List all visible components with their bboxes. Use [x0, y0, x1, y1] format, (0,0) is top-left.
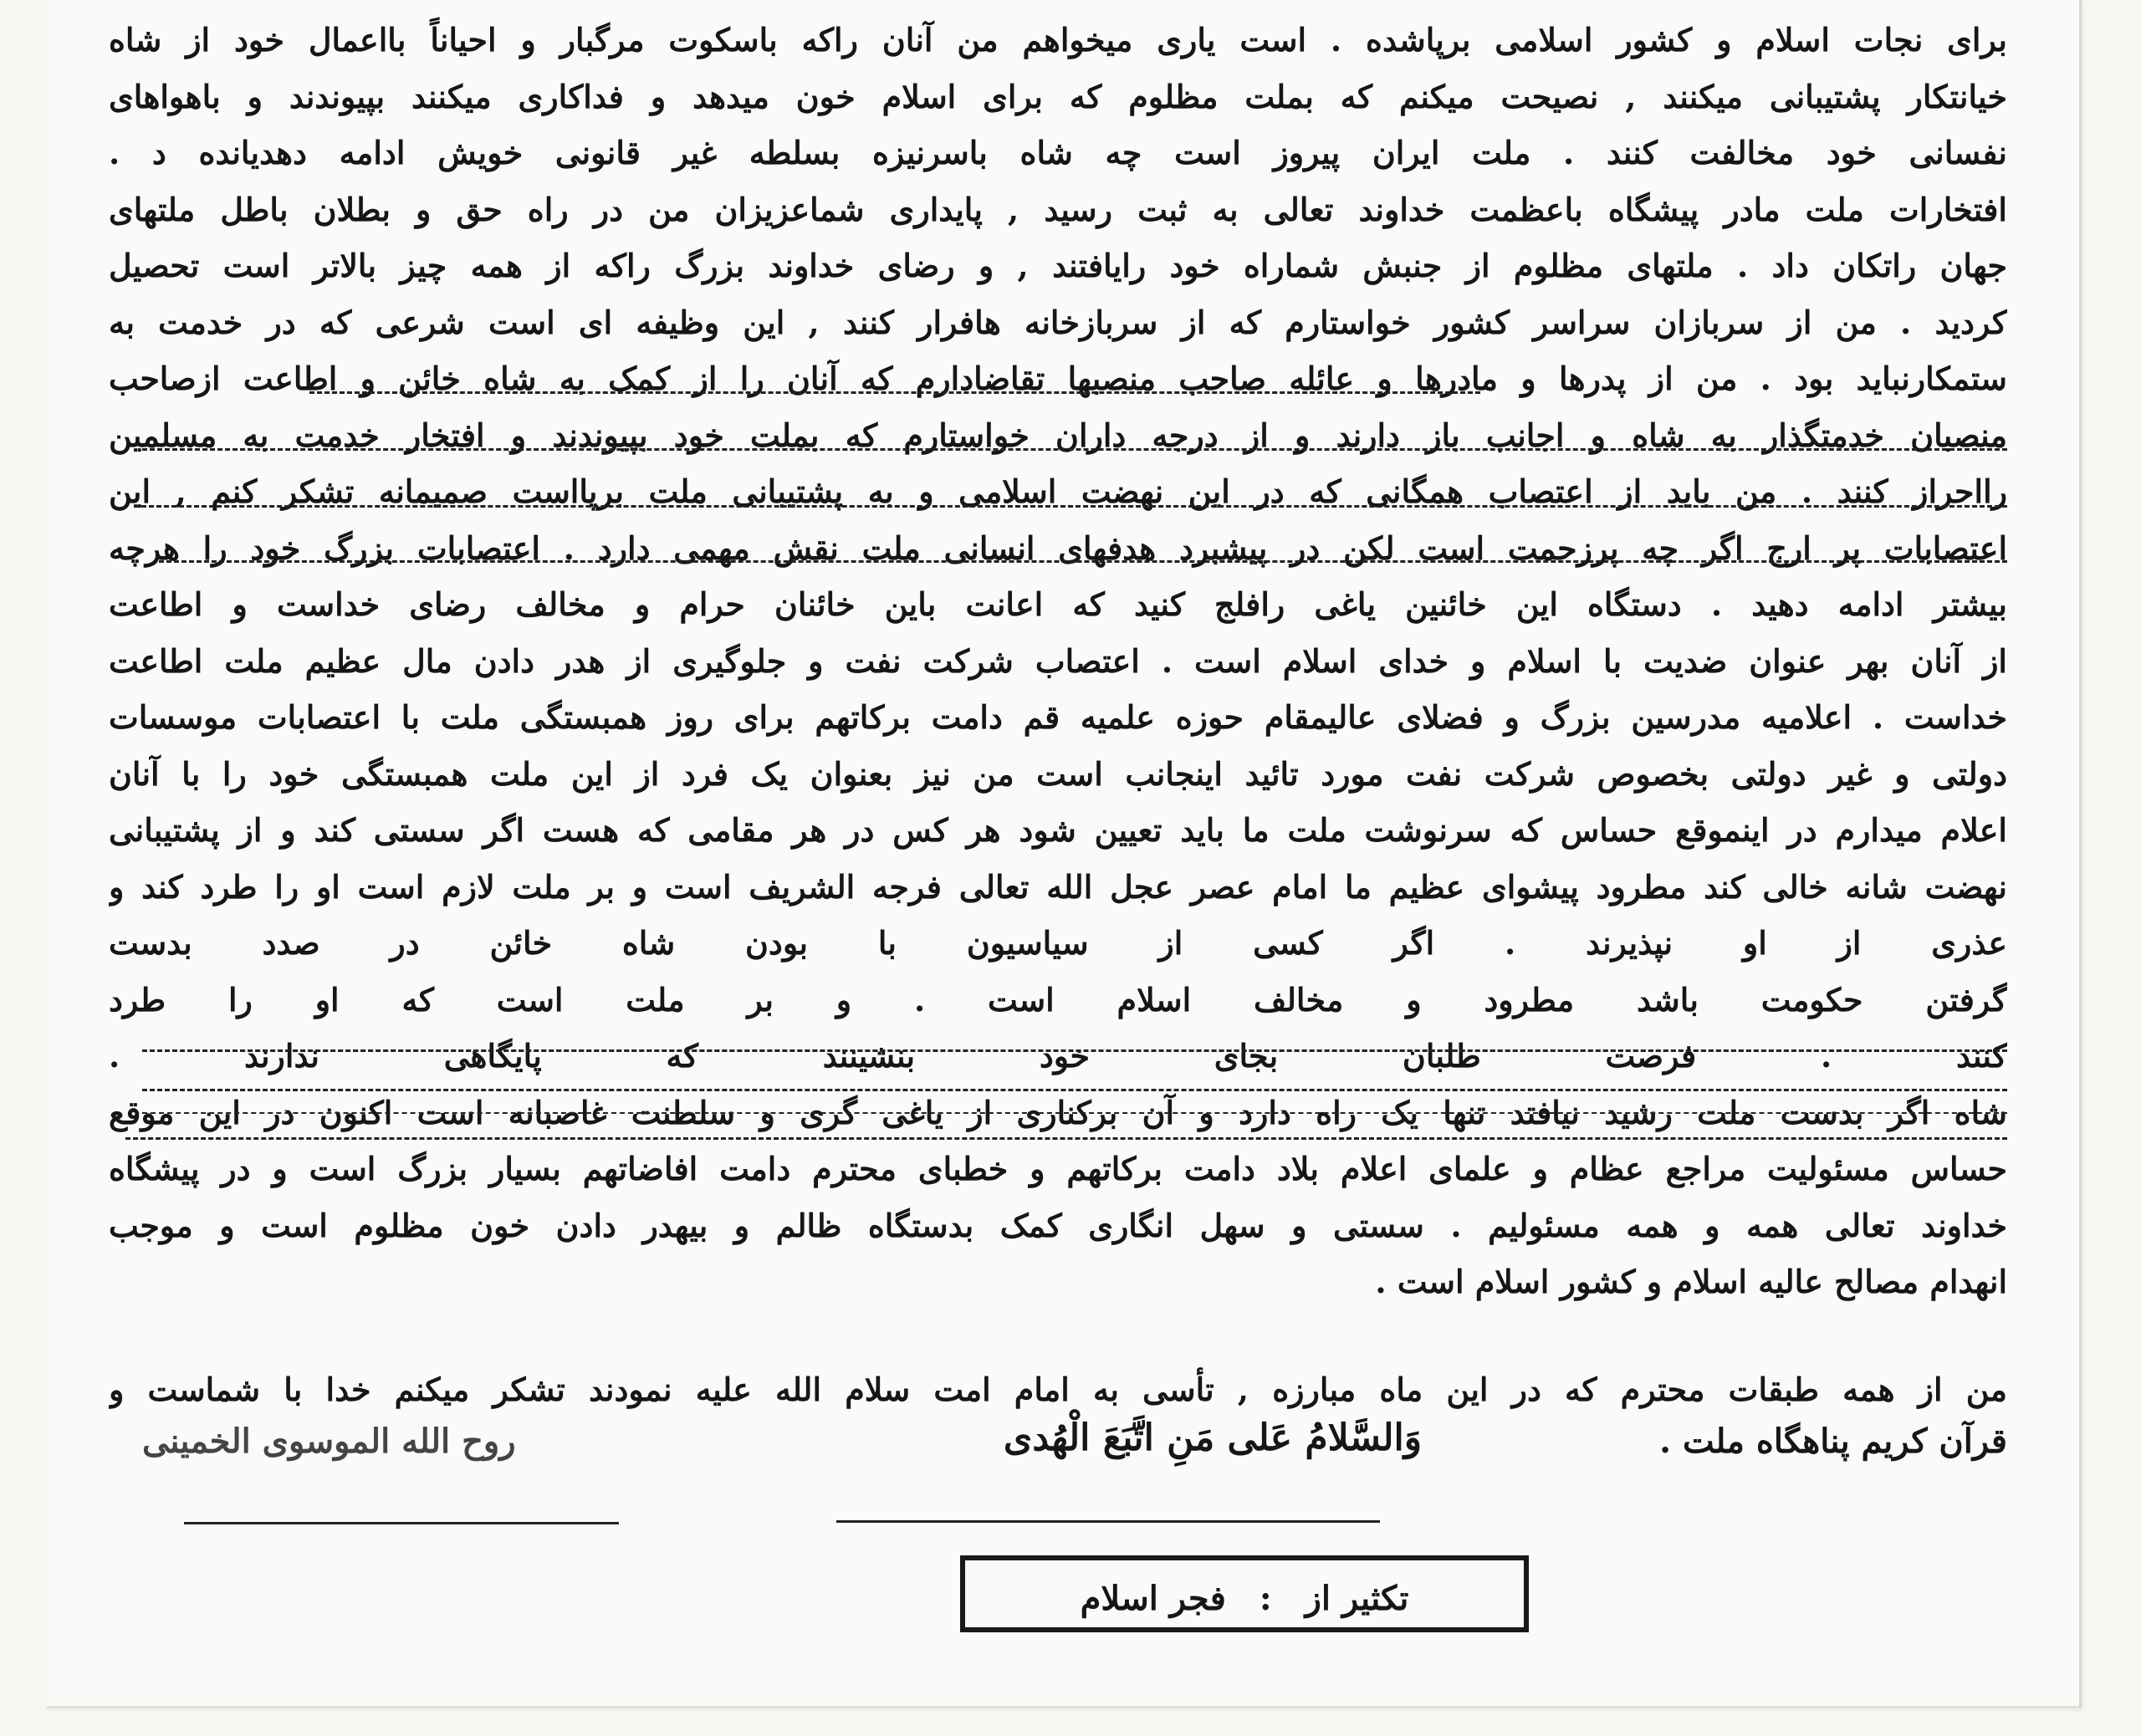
reprint-source: فجر اسلام	[1080, 1579, 1226, 1618]
text-line-23: انهدام مصالح عالیه اسلام و کشور اسلام است .	[1375, 1263, 2007, 1300]
author-signature: روح الله الموسوی الخمینی	[142, 1422, 516, 1461]
text-line-19: کنند . فرصت طلبان بجای خود بنشینند که پایگاهی ندارند .	[109, 1037, 2007, 1075]
reprint-box	[960, 1555, 1529, 1632]
underline-rule	[159, 560, 2007, 563]
closing-tail: قرآن کریم پناهگاه ملت .	[1659, 1422, 2007, 1461]
text-line-7: ستمکارنباید بود . من از پدرها و مادرها و عائله صاحب منصبها تقاضادارم که آنان را از کمک به شاه خائن و اطاعت ازصاحب	[109, 360, 2007, 397]
text-line-6: کردید . من از سربازان سراسر کشور خواستارم که از سربازخانه هافرار کنند , این وظیفه ای است شرعی که در خدمت به	[109, 303, 2007, 341]
text-line-18: گرفتن حکومت باشد مطرود و مخالف اسلام است . و بر ملت است که او را طرد	[109, 980, 2007, 1019]
reprint-label: تکثیر از	[1305, 1579, 1409, 1618]
text-line-11: بیشتر ادامه دهید . دستگاه این خائنین یاغی رافلج کنید که اعانت باین خائنان حرام و مخالف رضای خداست و اطاعت	[109, 585, 2007, 623]
greeting-underline	[836, 1520, 1380, 1523]
text-line-21: حساس مسئولیت مراجع عظام و علمای اعلام بلاد دامت برکاتهم و خطبای محترم دامت افاضاتهم بسیار بزرگ است و در پیشگاه	[109, 1150, 2007, 1187]
text-line-8: منصبان خدمتگذار به شاه و اجانب باز دارند و از درجه داران خواستارم که بملت خود بپیوندند و افتخار خدمت به مسلمین	[109, 416, 2007, 454]
text-line-22: خداوند تعالی همه و همه مسئولیم . سستی و سهل انگاری کمک بدستگاه ظالم و بیهدر دادن خون مظلوم است و موجب	[109, 1206, 2007, 1244]
text-line-5: جهان راتکان داد . ملتهای مظلوم از جنبش شماراه خود رایافتند , و رضای خداوند بزرگ راکه از همه چیز بالاتر است تحصیل	[109, 247, 2007, 284]
text-line-12: از آنان بهر عنوان ضدیت با اسلام و خدای اسلام است . اعتصاب شرکت نفت و جلوگیری از هدر دادن مال عظیم ملت اطاعت	[109, 641, 2007, 680]
underline-rule	[134, 505, 2007, 508]
colon-separator: :	[1259, 1579, 1272, 1618]
greeting-verse: وَالسَّلامُ عَلی مَنِ اتَّبَعَ الْهُدی	[1003, 1417, 1422, 1459]
text-line-17: عذری از او نپذیرند . اگر کسی از سیاسیون با بودن شاه خائن در صدد بدست	[109, 924, 2007, 962]
text-line-15: اعلام میدارم در اینموقع حساس که سرنوشت ملت ما باید تعیین شود هر کس در هر مقامی که هست اگر سستی کند و از پشتیبانی	[109, 811, 2007, 849]
text-line-16: نهضت شانه خالی کند مطرود پیشوای عظیم ما امام عصر عجل الله تعالی فرجه الشریف است و بر ملت لازم است او را طرد کند و	[109, 867, 2007, 906]
text-line-10: اعتصابات پر ارج اگر چه پرزحمت است لکن در پیشبرد هدفهای انسانی ملت نقش مهمی دارد . اعتصابات بزرگ خود را هرچه	[109, 528, 2007, 567]
text-line-2: خیانتکار پشتیبانی میکنند , نصیحت میکنم که بملت مظلوم که برای اسلام خون میدهد و فداکاری میکنند بپیوندند و باهواهای	[109, 77, 2007, 115]
text-line-1: برای نجات اسلام و کشور اسلامی برپاشده . است یاری میخواهم من آنان راکه باسکوت مرگبار و احیاناً بااعمال خود از شاه	[109, 21, 2007, 59]
closing-paragraph: من از همه طبقات محترم که در این ماه مبارزه , تأسی به امام امت سلام الله علیه نمودند تشکر میکنم خدا با شماست و	[109, 1371, 2007, 1408]
text-line-13: خداست . اعلامیه مدرسین بزرگ و فضلای عالیمقام حوزه علمیه قم دامت برکاتهم برای روز همبستگی ملت با اعتصابات موسسات	[109, 698, 2007, 736]
text-line-3: نفسانی خود مخالفت کنند . ملت ایران پیروز است چه شاه باسرنیزه بسلطه غیر قانونی خویش ادامه دهدیانده د .	[109, 134, 2007, 171]
text-line-4: افتخارات ملت مادر پیشگاه باعظمت خداوند تعالی به ثبت رسید , پایداری شماعزیزان من در راه حق و بطلان باطل ملتهای	[109, 190, 2007, 228]
underline-rule	[125, 1137, 2007, 1140]
underline-rule	[142, 1112, 2007, 1114]
text-line-14: دولتی و غیر دولتی بخصوص شرکت نفت مورد تائید اینجانب است من نیز بعنوان یک فرد از این ملت همبستگی خود را با آنان	[109, 754, 2007, 793]
underline-rule	[309, 391, 1480, 394]
underline-rule	[142, 448, 2007, 451]
letter-body	[109, 12, 2007, 1310]
text-line-9: رااحراز کنند . من باید از اعتصاب همگانی که در این نهضت اسلامی و به پشتیبانی ملت برپااست صمیمانه تشکر کنم , این	[109, 472, 2007, 510]
signature-underline	[184, 1522, 619, 1524]
signature-row	[109, 1417, 2007, 1488]
underline-rule	[142, 1089, 2007, 1091]
underline-rule	[142, 1049, 2007, 1052]
text-line-20: شاه اگر بدست ملت رشید نیافتد تنها یک راه دارد و آن برکناری از یاغی گری و سلطنت غاصبانه است اکنون در این موقع	[109, 1093, 2007, 1131]
